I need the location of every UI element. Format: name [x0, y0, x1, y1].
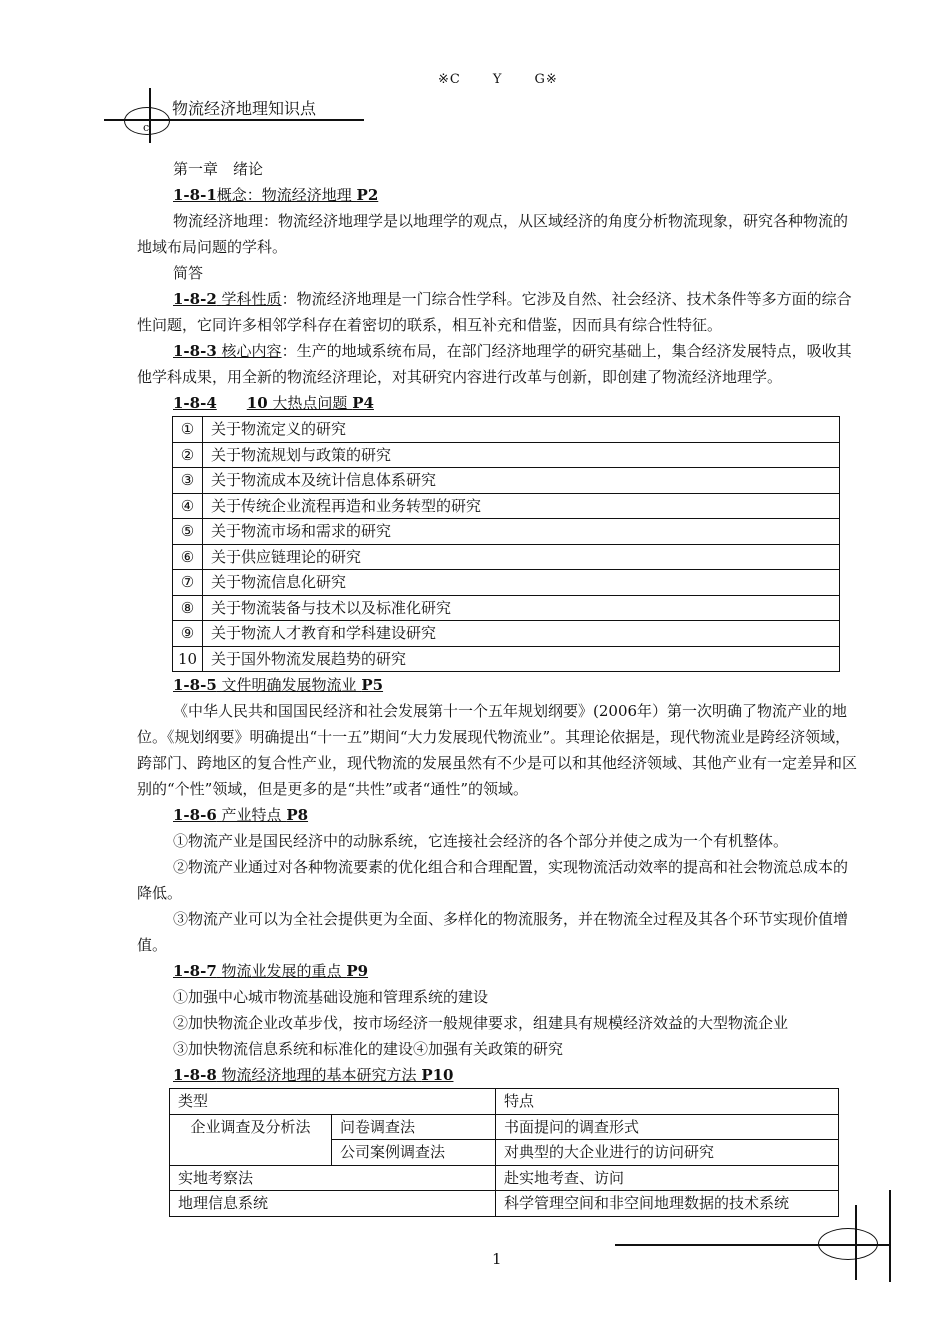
list-item: ③物流产业可以为全社会提供更为全面、多样化的物流服务，并在物流全过程及其各个环节实现价值增值。 — [137, 910, 849, 954]
row-number: ⑦ — [173, 570, 203, 596]
row-text: 关于传统企业流程再造和业务转型的研究 — [203, 493, 840, 519]
header-corner-letter: c — [143, 121, 150, 134]
list-item: ②物流产业通过对各种物流要素的优化组合和合理配置，实现物流活动效率的提高和社会物流总成本的降低。 — [137, 858, 849, 902]
method-sub-cell: 公司案例调查法 — [332, 1140, 496, 1166]
table-row — [173, 621, 840, 647]
header-mark-middle: Y — [492, 72, 503, 87]
list-item: ①加强中心城市物流基础设施和管理系统的建设 — [173, 988, 489, 1006]
section-heading-1-8-8: 1-8-8 物流经济地理的基本研究方法 P10 — [173, 1066, 454, 1084]
section-heading-1-8-5: 1-8-5 文件明确发展物流业 P5 — [173, 676, 384, 694]
table-row — [173, 595, 840, 621]
row-text: 关于供应链理论的研究 — [203, 544, 840, 570]
row-number: ⑥ — [173, 544, 203, 570]
list-item: ①物流产业是国民经济中的动脉系统，它连接社会经济的各个部分并使之成为一个有机整体。 — [173, 832, 789, 850]
header-mark-right: G※ — [534, 72, 558, 87]
row-number: ④ — [173, 493, 203, 519]
row-number: ① — [173, 417, 203, 443]
feature-cell: 赴实地考查、访问 — [496, 1165, 839, 1191]
label-jianda: 简答 — [173, 264, 204, 282]
section-text-1-8-1: 物流经济地理：物流经济地理学是以地理学的观点，从区域经济的角度分析物流现象，研究各种物流的地域布局问题的学科。 — [137, 212, 849, 256]
footer-deco-vertical-line-2 — [889, 1190, 891, 1282]
row-number: ⑤ — [173, 519, 203, 545]
row-number: ⑧ — [173, 595, 203, 621]
table-header-row — [170, 1089, 839, 1115]
row-text: 关于物流成本及统计信息体系研究 — [203, 468, 840, 494]
column-header-feature: 特点 — [496, 1089, 839, 1115]
table-row — [170, 1114, 839, 1140]
feature-cell: 书面提问的调查形式 — [496, 1114, 839, 1140]
method-group-cell: 企业调查及分析法 — [170, 1114, 332, 1165]
section-heading-1-8-7: 1-8-7 物流业发展的重点 P9 — [173, 962, 369, 980]
row-text: 关于物流人才教育和学科建设研究 — [203, 621, 840, 647]
table-row — [173, 646, 840, 672]
table-row — [173, 493, 840, 519]
feature-cell: 对典型的大企业进行的访问研究 — [496, 1140, 839, 1166]
method-cell: 实地考察法 — [170, 1165, 496, 1191]
chapter-title: 第一章 绪论 — [173, 160, 264, 178]
table-row — [170, 1191, 839, 1217]
list-item: ②加快物流企业改革步伐，按市场经济一般规律要求，组建具有规模经济效益的大型物流企业 — [173, 1014, 789, 1032]
row-text: 关于物流信息化研究 — [203, 570, 840, 596]
section-1-8-3: 1-8-3 核心内容：生产的地域系统布局，在部门经济地理学的研究基础上，集合经济发展特点，吸收其他学科成果，用全新的物流经济理论，对其研究内容进行改革与创新，即创建了物流经济地理学。 — [137, 342, 852, 386]
row-number: ② — [173, 442, 203, 468]
row-number: 10 — [173, 646, 203, 672]
table-row — [173, 468, 840, 494]
table-row — [173, 417, 840, 443]
table-row — [173, 544, 840, 570]
row-text: 关于物流规划与政策的研究 — [203, 442, 840, 468]
row-number: ③ — [173, 468, 203, 494]
column-header-type: 类型 — [170, 1089, 496, 1115]
hot-topics-table — [172, 416, 840, 672]
research-methods-table — [169, 1088, 839, 1217]
table-row — [173, 519, 840, 545]
section-heading-1-8-4: 1-8-4 10 大热点问题 P4 — [173, 394, 374, 412]
header-mark — [438, 72, 558, 87]
document-body — [137, 156, 862, 1217]
row-number: ⑨ — [173, 621, 203, 647]
section-heading-1-8-6: 1-8-6 产业特点 P8 — [173, 806, 309, 824]
section-heading-1-8-1: 1-8-1概念：物流经济地理 P2 — [173, 186, 379, 204]
section-text-1-8-5: 《中华人民共和国国民经济和社会发展第十一个五年规划纲要》(2006年）第一次明确了物流产业的地位。《规划纲要》明确提出“十一五”期间“大力发展现代物流业”。其理论依据是，现代物流业是跨经济领域，跨部门、跨地区的复合性产业，现代物流的发展虽然有不少是可以和其他经济领域、其他产业有一定差异和区别的“个性”领域，但是更多的是“共性”或者“通性”的领域。 — [137, 702, 858, 798]
table-row — [173, 442, 840, 468]
header-mark-left: ※C — [438, 72, 461, 87]
row-text: 关于国外物流发展趋势的研究 — [203, 646, 840, 672]
row-text: 关于物流装备与技术以及标准化研究 — [203, 595, 840, 621]
document-title: 物流经济地理知识点 — [172, 99, 317, 118]
method-cell: 地理信息系统 — [170, 1191, 496, 1217]
feature-cell: 科学管理空间和非空间地理数据的技术系统 — [496, 1191, 839, 1217]
row-text: 关于物流市场和需求的研究 — [203, 519, 840, 545]
footer-deco-oval — [818, 1228, 878, 1260]
table-row — [173, 570, 840, 596]
table-row — [170, 1165, 839, 1191]
method-sub-cell: 问卷调查法 — [332, 1114, 496, 1140]
list-item: ③加快物流信息系统和标准化的建设④加强有关政策的研究 — [173, 1040, 564, 1058]
section-1-8-2: 1-8-2 学科性质：物流经济地理是一门综合性学科。它涉及自然、社会经济、技术条件等多方面的综合性问题，它同许多相邻学科存在着密切的联系，相互补充和借鉴，因而具有综合性特征。 — [137, 290, 852, 334]
row-text: 关于物流定义的研究 — [203, 417, 840, 443]
page-number: 1 — [492, 1250, 502, 1268]
